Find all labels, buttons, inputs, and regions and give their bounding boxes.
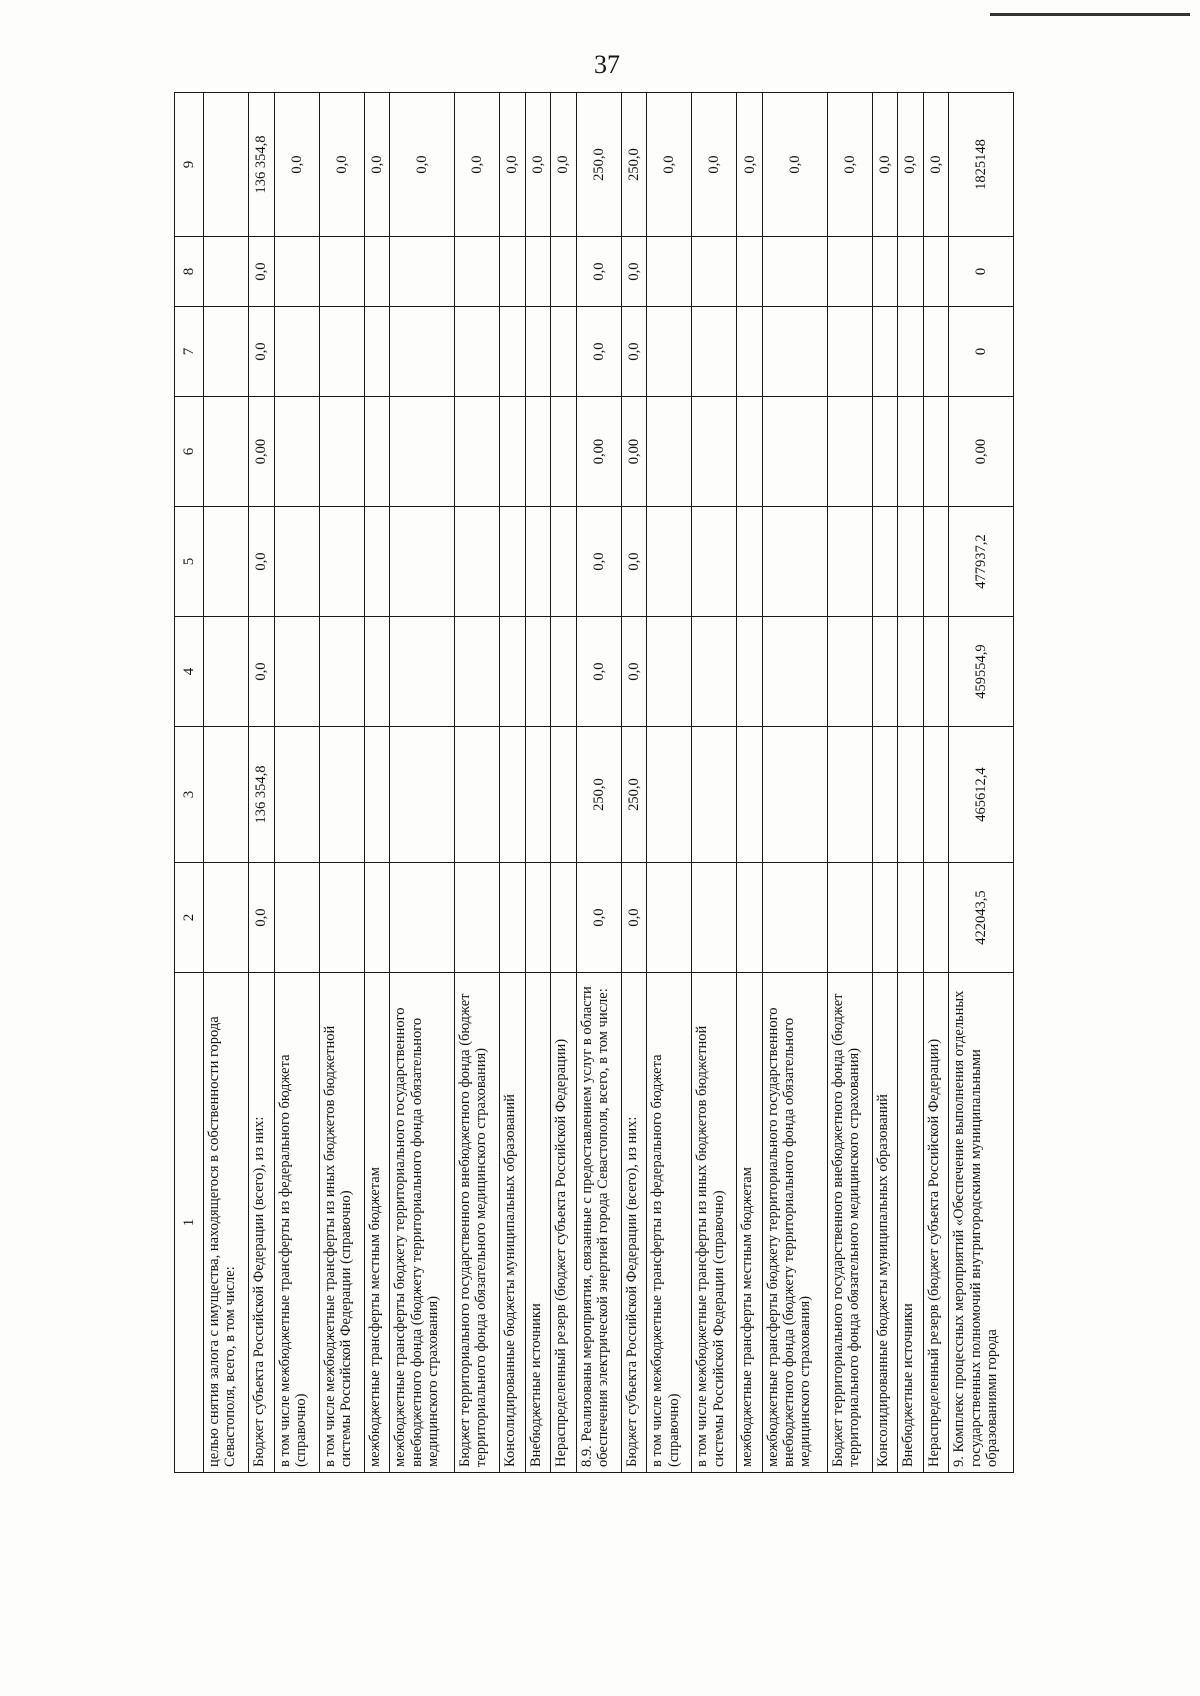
value-cell-col-9: 0,0 (647, 93, 692, 237)
value-cell-col-2 (500, 863, 526, 973)
value-cell-col-8 (762, 237, 827, 307)
value-cell-col-6 (692, 397, 737, 507)
value-cell-col-4 (692, 617, 737, 727)
value-cell-col-2: 0,0 (621, 863, 647, 973)
value-cell-col-4 (898, 617, 924, 727)
value-cell-col-9: 0,0 (390, 93, 455, 237)
value-cell-col-4 (364, 617, 390, 727)
value-cell-col-2 (872, 863, 898, 973)
budget-table (174, 92, 1014, 1473)
row-label: Внебюджетные источники (525, 973, 551, 1473)
row-label: межбюджетные трансферты бюджету территориального государственного внебюджетного фонда (бюджету территориального фонда обязательного медицинского страхования) (390, 973, 455, 1473)
row-label: межбюджетные трансферты бюджету территориального государственного внебюджетного фонда (бюджету территориального фонда обязательного медицинского страхования) (762, 973, 827, 1473)
value-cell-col-7 (390, 307, 455, 397)
value-cell-col-4 (923, 617, 949, 727)
value-cell-col-7: 0,0 (621, 307, 647, 397)
value-cell-col-5 (454, 507, 499, 617)
row-label: Нераспределенный резерв (бюджет субъекта Российской Федерации) (551, 973, 577, 1473)
value-cell-col-8 (898, 237, 924, 307)
value-cell-col-3 (319, 727, 364, 863)
value-cell-col-2 (390, 863, 455, 973)
value-cell-col-9: 0,0 (827, 93, 872, 237)
table-row (692, 93, 737, 1473)
top-right-rule (990, 13, 1190, 16)
value-cell-col-4 (647, 617, 692, 727)
table-row (576, 93, 621, 1473)
value-cell-col-8: 0,0 (576, 237, 621, 307)
row-label: Внебюджетные источники (898, 973, 924, 1473)
value-cell-col-9: 0,0 (898, 93, 924, 237)
column-number-6: 6 (175, 397, 204, 507)
value-cell-col-4 (737, 617, 763, 727)
column-number-9: 9 (175, 93, 204, 237)
value-cell-col-7 (500, 307, 526, 397)
value-cell-col-5 (364, 507, 390, 617)
table-row (551, 93, 577, 1473)
row-label: целью снятия залога с имущества, находящегося в собственности города Севастополя, всего, в том числе: (204, 973, 249, 1473)
value-cell-col-7 (364, 307, 390, 397)
value-cell-col-4: 0,0 (621, 617, 647, 727)
value-cell-col-8 (500, 237, 526, 307)
value-cell-col-4 (551, 617, 577, 727)
value-cell-col-8: 0,0 (621, 237, 647, 307)
value-cell-col-4 (500, 617, 526, 727)
value-cell-col-8 (872, 237, 898, 307)
value-cell-col-9: 0,0 (762, 93, 827, 237)
value-cell-col-5 (737, 507, 763, 617)
value-cell-col-5 (872, 507, 898, 617)
value-cell-col-6 (872, 397, 898, 507)
value-cell-col-9: 0,0 (525, 93, 551, 237)
value-cell-col-9: 0,0 (737, 93, 763, 237)
value-cell-col-2 (923, 863, 949, 973)
value-cell-col-3 (923, 727, 949, 863)
value-cell-col-2 (551, 863, 577, 973)
value-cell-col-3: 465612,4 (949, 727, 1014, 863)
row-label: 9. Комплекс процессных мероприятий «Обеспечение выполнения отдельных государственных полномочий внутригородскими муниципальными образованиями города (949, 973, 1014, 1473)
value-cell-col-6 (762, 397, 827, 507)
value-cell-col-8 (319, 237, 364, 307)
value-cell-col-3 (551, 727, 577, 863)
value-cell-col-9: 250,0 (621, 93, 647, 237)
value-cell-col-9: 0,0 (319, 93, 364, 237)
value-cell-col-4 (274, 617, 319, 727)
value-cell-col-4 (204, 617, 249, 727)
value-cell-col-8 (737, 237, 763, 307)
value-cell-col-6: 0,00 (249, 397, 275, 507)
value-cell-col-7 (827, 307, 872, 397)
value-cell-col-6 (204, 397, 249, 507)
value-cell-col-8 (390, 237, 455, 307)
row-label: Бюджет субъекта Российской Федерации (всего), из них: (621, 973, 647, 1473)
value-cell-col-9: 250,0 (576, 93, 621, 237)
value-cell-col-6 (923, 397, 949, 507)
value-cell-col-6 (500, 397, 526, 507)
value-cell-col-2 (525, 863, 551, 973)
value-cell-col-2 (827, 863, 872, 973)
value-cell-col-2 (737, 863, 763, 973)
value-cell-col-6: 0,00 (621, 397, 647, 507)
value-cell-col-2 (204, 863, 249, 973)
value-cell-col-8 (551, 237, 577, 307)
row-label: Нераспределенный резерв (бюджет субъекта Российской Федерации) (923, 973, 949, 1473)
value-cell-col-5: 477937,2 (949, 507, 1014, 617)
value-cell-col-8: 0,0 (249, 237, 275, 307)
value-cell-col-7 (204, 307, 249, 397)
value-cell-col-8: 0 (949, 237, 1014, 307)
column-number-8: 8 (175, 237, 204, 307)
value-cell-col-6 (454, 397, 499, 507)
value-cell-col-3 (737, 727, 763, 863)
value-cell-col-6 (364, 397, 390, 507)
value-cell-col-3 (204, 727, 249, 863)
value-cell-col-8 (454, 237, 499, 307)
value-cell-col-9: 1825148 (949, 93, 1014, 237)
value-cell-col-6 (827, 397, 872, 507)
value-cell-col-5 (204, 507, 249, 617)
value-cell-col-4 (827, 617, 872, 727)
value-cell-col-3 (454, 727, 499, 863)
value-cell-col-2: 0,0 (576, 863, 621, 973)
row-label: межбюджетные трансферты местным бюджетам (737, 973, 763, 1473)
value-cell-col-9: 136 354,8 (249, 93, 275, 237)
row-label: в том числе межбюджетные трансферты из иных бюджетов бюджетной системы Российской Федерации (справочно) (319, 973, 364, 1473)
value-cell-col-2: 422043,5 (949, 863, 1014, 973)
value-cell-col-7 (737, 307, 763, 397)
value-cell-col-6: 0,00 (949, 397, 1014, 507)
value-cell-col-2 (647, 863, 692, 973)
table-row (319, 93, 364, 1473)
value-cell-col-9 (204, 93, 249, 237)
value-cell-col-5 (923, 507, 949, 617)
value-cell-col-5: 0,0 (249, 507, 275, 617)
value-cell-col-7 (872, 307, 898, 397)
value-cell-col-9: 0,0 (692, 93, 737, 237)
row-label: межбюджетные трансферты местным бюджетам (364, 973, 390, 1473)
column-number-2: 2 (175, 863, 204, 973)
value-cell-col-2 (274, 863, 319, 973)
value-cell-col-3 (500, 727, 526, 863)
value-cell-col-7: 0 (949, 307, 1014, 397)
value-cell-col-5: 0,0 (576, 507, 621, 617)
row-label: в том числе межбюджетные трансферты из федерального бюджета (справочно) (647, 973, 692, 1473)
value-cell-col-7: 0,0 (249, 307, 275, 397)
value-cell-col-3: 136 354,8 (249, 727, 275, 863)
value-cell-col-4 (454, 617, 499, 727)
value-cell-col-4 (319, 617, 364, 727)
column-number-7: 7 (175, 307, 204, 397)
value-cell-col-6: 0,00 (576, 397, 621, 507)
value-cell-col-9: 0,0 (364, 93, 390, 237)
row-label: Консолидированные бюджеты муниципальных образований (872, 973, 898, 1473)
table-row (274, 93, 319, 1473)
row-label: Бюджет территориального государственного внебюджетного фонда (бюджет территориального фонда обязательного медицинского страхования) (827, 973, 872, 1473)
row-label: в том числе межбюджетные трансферты из иных бюджетов бюджетной системы Российской Федерации (справочно) (692, 973, 737, 1473)
value-cell-col-5 (319, 507, 364, 617)
value-cell-col-8 (525, 237, 551, 307)
row-label: 8.9. Реализованы мероприятия, связанные с предоставлением услуг в области обеспечения электрической энергией города Севастополя, всего, в том числе: (576, 973, 621, 1473)
value-cell-col-4: 459554,9 (949, 617, 1014, 727)
value-cell-col-3 (898, 727, 924, 863)
value-cell-col-4 (872, 617, 898, 727)
table-row (454, 93, 499, 1473)
value-cell-col-3 (872, 727, 898, 863)
value-cell-col-6 (274, 397, 319, 507)
value-cell-col-2 (898, 863, 924, 973)
value-cell-col-9: 0,0 (872, 93, 898, 237)
value-cell-col-2: 0,0 (249, 863, 275, 973)
value-cell-col-9: 0,0 (923, 93, 949, 237)
value-cell-col-6 (737, 397, 763, 507)
value-cell-col-2 (692, 863, 737, 973)
table-row (249, 93, 275, 1473)
value-cell-col-7 (923, 307, 949, 397)
value-cell-col-6 (525, 397, 551, 507)
value-cell-col-4: 0,0 (249, 617, 275, 727)
value-cell-col-3 (525, 727, 551, 863)
value-cell-col-5 (390, 507, 455, 617)
row-label: Консолидированные бюджеты муниципальных образований (500, 973, 526, 1473)
value-cell-col-3 (647, 727, 692, 863)
value-cell-col-8 (692, 237, 737, 307)
table-row (525, 93, 551, 1473)
value-cell-col-9: 0,0 (454, 93, 499, 237)
value-cell-col-2 (762, 863, 827, 973)
value-cell-col-7 (762, 307, 827, 397)
value-cell-col-8 (204, 237, 249, 307)
table-body (204, 93, 1014, 1473)
value-cell-col-6 (647, 397, 692, 507)
table-row (872, 93, 898, 1473)
value-cell-col-7 (551, 307, 577, 397)
value-cell-col-8 (923, 237, 949, 307)
value-cell-col-6 (551, 397, 577, 507)
value-cell-col-3 (364, 727, 390, 863)
value-cell-col-7 (274, 307, 319, 397)
value-cell-col-7 (898, 307, 924, 397)
table-row (647, 93, 692, 1473)
table-row (827, 93, 872, 1473)
table-row (737, 93, 763, 1473)
rotated-table-container (174, 93, 1014, 1473)
row-label: в том числе межбюджетные трансферты из федерального бюджета (справочно) (274, 973, 319, 1473)
table-row (204, 93, 249, 1473)
column-number-1: 1 (175, 973, 204, 1473)
column-number-3: 3 (175, 727, 204, 863)
value-cell-col-3 (692, 727, 737, 863)
value-cell-col-7 (647, 307, 692, 397)
value-cell-col-5 (692, 507, 737, 617)
value-cell-col-5 (551, 507, 577, 617)
table-row (923, 93, 949, 1473)
value-cell-col-9: 0,0 (551, 93, 577, 237)
value-cell-col-5: 0,0 (621, 507, 647, 617)
row-label: Бюджет субъекта Российской Федерации (всего), из них: (249, 973, 275, 1473)
value-cell-col-7 (525, 307, 551, 397)
table-row (762, 93, 827, 1473)
value-cell-col-4 (525, 617, 551, 727)
value-cell-col-3 (762, 727, 827, 863)
value-cell-col-7 (319, 307, 364, 397)
value-cell-col-2 (319, 863, 364, 973)
value-cell-col-5 (274, 507, 319, 617)
value-cell-col-8 (274, 237, 319, 307)
page-number: 37 (594, 50, 620, 79)
value-cell-col-5 (647, 507, 692, 617)
table-row (949, 93, 1014, 1473)
value-cell-col-8 (364, 237, 390, 307)
value-cell-col-2 (454, 863, 499, 973)
table-row (621, 93, 647, 1473)
value-cell-col-7 (692, 307, 737, 397)
value-cell-col-5 (762, 507, 827, 617)
table-row (898, 93, 924, 1473)
value-cell-col-7: 0,0 (576, 307, 621, 397)
table-row (364, 93, 390, 1473)
value-cell-col-8 (827, 237, 872, 307)
value-cell-col-5 (898, 507, 924, 617)
value-cell-col-3: 250,0 (576, 727, 621, 863)
value-cell-col-7 (454, 307, 499, 397)
value-cell-col-3: 250,0 (621, 727, 647, 863)
value-cell-col-9: 0,0 (500, 93, 526, 237)
value-cell-col-5 (525, 507, 551, 617)
row-label: Бюджет территориального государственного внебюджетного фонда (бюджет территориального фонда обязательного медицинского страхования) (454, 973, 499, 1473)
value-cell-col-3 (274, 727, 319, 863)
table-row (500, 93, 526, 1473)
value-cell-col-4 (390, 617, 455, 727)
column-number-header (175, 93, 204, 1473)
value-cell-col-6 (390, 397, 455, 507)
value-cell-col-3 (390, 727, 455, 863)
value-cell-col-5 (827, 507, 872, 617)
value-cell-col-6 (319, 397, 364, 507)
value-cell-col-4: 0,0 (576, 617, 621, 727)
value-cell-col-6 (898, 397, 924, 507)
table-row (390, 93, 455, 1473)
value-cell-col-8 (647, 237, 692, 307)
value-cell-col-3 (827, 727, 872, 863)
column-number-4: 4 (175, 617, 204, 727)
value-cell-col-9: 0,0 (274, 93, 319, 237)
value-cell-col-5 (500, 507, 526, 617)
column-number-5: 5 (175, 507, 204, 617)
value-cell-col-4 (762, 617, 827, 727)
value-cell-col-2 (364, 863, 390, 973)
